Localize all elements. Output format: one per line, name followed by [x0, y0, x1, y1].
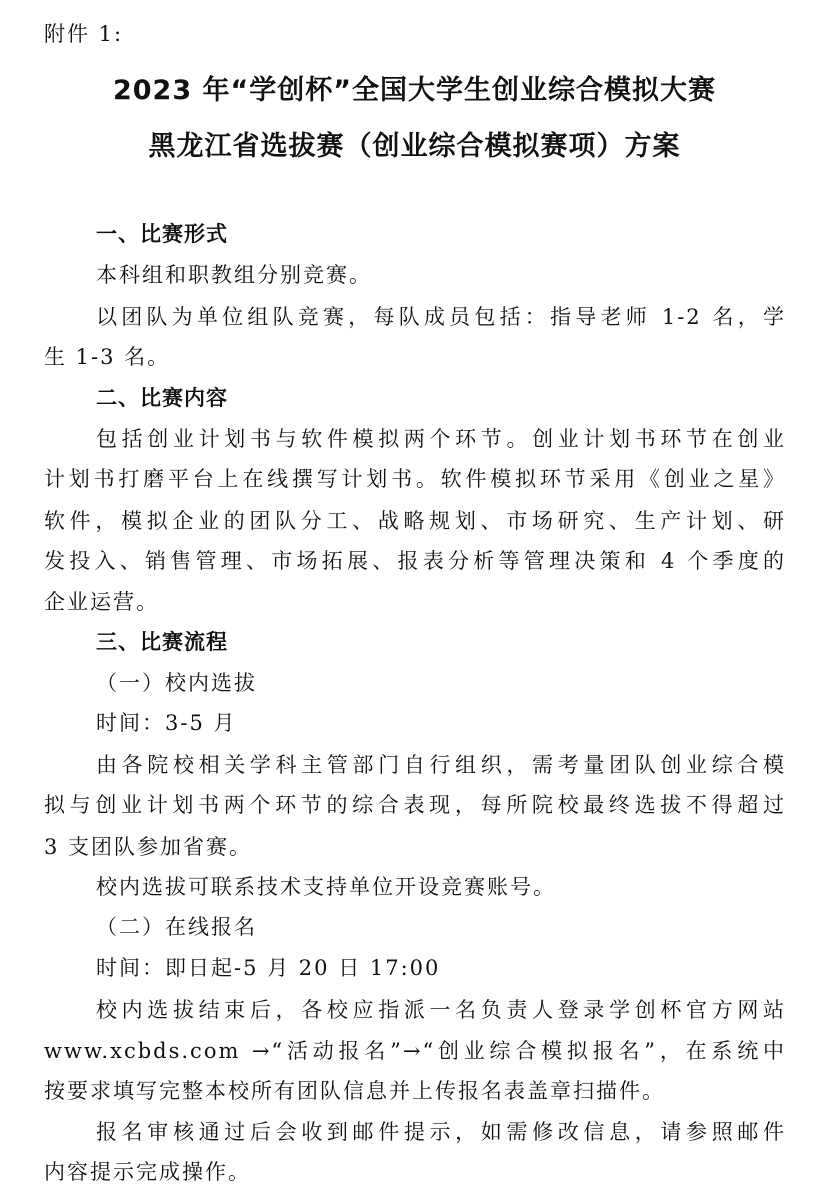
section-3-heading: 三、比赛流程 [96, 630, 228, 654]
subsection-1-paragraph-2: 校内选拔可联系技术支持单位开设竞赛账号。 [96, 875, 556, 899]
subsection-1-time: 时间：3-5 月 [96, 711, 237, 735]
document-title-line-1: 2023 年“学创杯”全国大学生创业综合模拟大赛 [112, 75, 717, 106]
subsection-1-paragraph-line-3: 3 支团队参加省赛。 [44, 835, 253, 859]
section-1-paragraph-2-line-1: 以团队为单位组队竞赛，每队成员包括：指导老师 1-2 名，学 [96, 305, 786, 329]
section-2-paragraph-line-1: 包括创业计划书与软件模拟两个环节。创业计划书环节在创业 [96, 427, 786, 451]
section-1-paragraph-1: 本科组和职教组分别竞赛。 [96, 263, 372, 287]
attachment-label: 附件 1: [44, 22, 124, 46]
subsection-2-paragraph-2-line-1: 报名审核通过后会收到邮件提示，如需修改信息，请参照邮件 [96, 1120, 786, 1144]
section-2-paragraph-line-3: 软件，模拟企业的团队分工、战略规划、市场研究、生产计划、研 [44, 509, 786, 533]
subsection-2-paragraph-2-line-2: 内容提示完成操作。 [44, 1160, 251, 1184]
subsection-1-heading: （一）校内选拔 [96, 671, 257, 695]
document-title-line-2: 黑龙江省选拔赛（创业综合模拟赛项）方案 [148, 131, 681, 162]
subsection-2-paragraph-line-1: 校内选拔结束后，各校应指派一名负责人登录学创杯官方网站 [96, 998, 786, 1022]
section-2-paragraph-line-4: 发投入、销售管理、市场拓展、报表分析等管理决策和 4 个季度的 [44, 549, 786, 573]
subsection-2-paragraph-line-3: 按要求填写完整本校所有团队信息并上传报名表盖章扫描件。 [44, 1079, 665, 1103]
section-1-heading: 一、比赛形式 [96, 222, 228, 246]
subsection-2-paragraph-line-2: www.xcbds.com →“活动报名”→“创业综合模拟报名”，在系统中 [44, 1039, 786, 1063]
subsection-2-time: 时间：即日起-5 月 20 日 17:00 [96, 956, 441, 980]
section-1-paragraph-2-line-2: 生 1-3 名。 [44, 345, 171, 369]
section-2-paragraph-line-5: 企业运营。 [44, 590, 159, 614]
subsection-1-paragraph-line-1: 由各院校相关学科主管部门自行组织，需考量团队创业综合模 [96, 753, 786, 777]
subsection-2-heading: （二）在线报名 [96, 915, 257, 939]
section-2-heading: 二、比赛内容 [96, 386, 228, 410]
subsection-1-paragraph-line-2: 拟与创业计划书两个环节的综合表现，每所院校最终选拔不得超过 [44, 793, 786, 817]
section-2-paragraph-line-2: 计划书打磨平台上在线撰写计划书。软件模拟环节采用《创业之星》 [44, 467, 786, 491]
